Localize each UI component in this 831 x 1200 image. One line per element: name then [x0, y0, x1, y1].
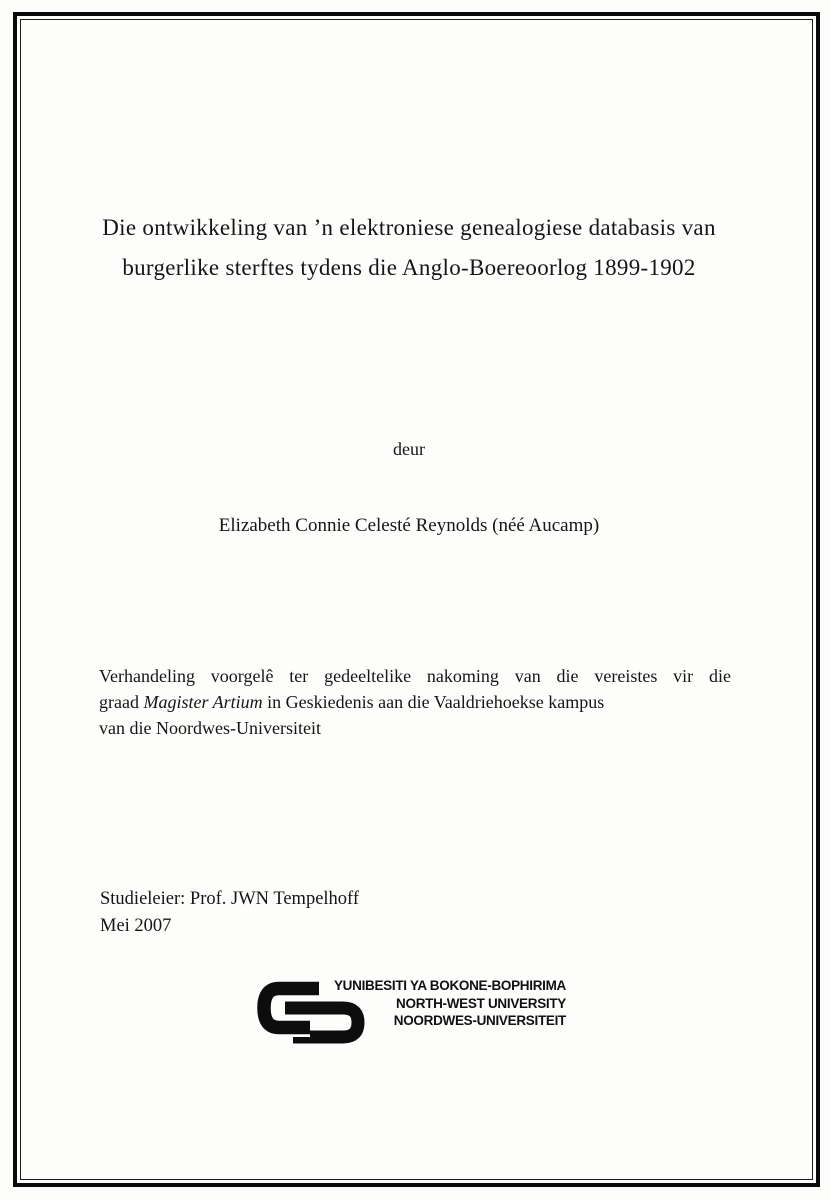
degree-statement-line3: van die Noordwes-Universiteit — [99, 718, 321, 738]
author-name: Elizabeth Connie Celesté Reynolds (néé Aucamp) — [218, 515, 600, 536]
degree-statement-line2 — [99, 689, 731, 715]
degree-statement-line1: Verhandeling voorgelê ter gedeeltelike nakoming van die vereistes vir die — [99, 666, 731, 686]
logo-text-english: NORTH-WEST UNIVERSITY — [396, 995, 566, 1011]
logo-text-setswana: YUNIBESITI YA BOKONE-BOPHIRIMA — [333, 978, 566, 993]
thesis-title-line1: Die ontwikkeling van ’n elektroniese genealogiese databasis van — [102, 215, 716, 240]
thesis-title-line2: burgerlike sterftes tydens die Anglo-Boereoorlog 1899-1902 — [122, 255, 696, 280]
degree-name-italic: Magister Artium — [143, 692, 263, 712]
degree-statement — [99, 663, 731, 741]
university-logo — [257, 977, 587, 1049]
thesis-title — [20, 208, 798, 288]
degree-statement-line2-prefix: graad — [99, 692, 144, 712]
degree-statement-line2-suffix: in Geskiedenis aan die Vaaldriehoekse kampus — [262, 692, 605, 712]
supervisor-block — [100, 886, 359, 940]
title-page-content — [20, 0, 798, 1200]
supervisor-line: Studieleier: Prof. JWN Tempelhoff — [100, 889, 360, 909]
date-line: Mei 2007 — [100, 916, 172, 936]
logo-text-afrikaans: NOORDWES-UNIVERSITEIT — [393, 1013, 566, 1028]
university-logo-text — [316, 977, 566, 1030]
byline-deur: deur — [393, 439, 425, 459]
